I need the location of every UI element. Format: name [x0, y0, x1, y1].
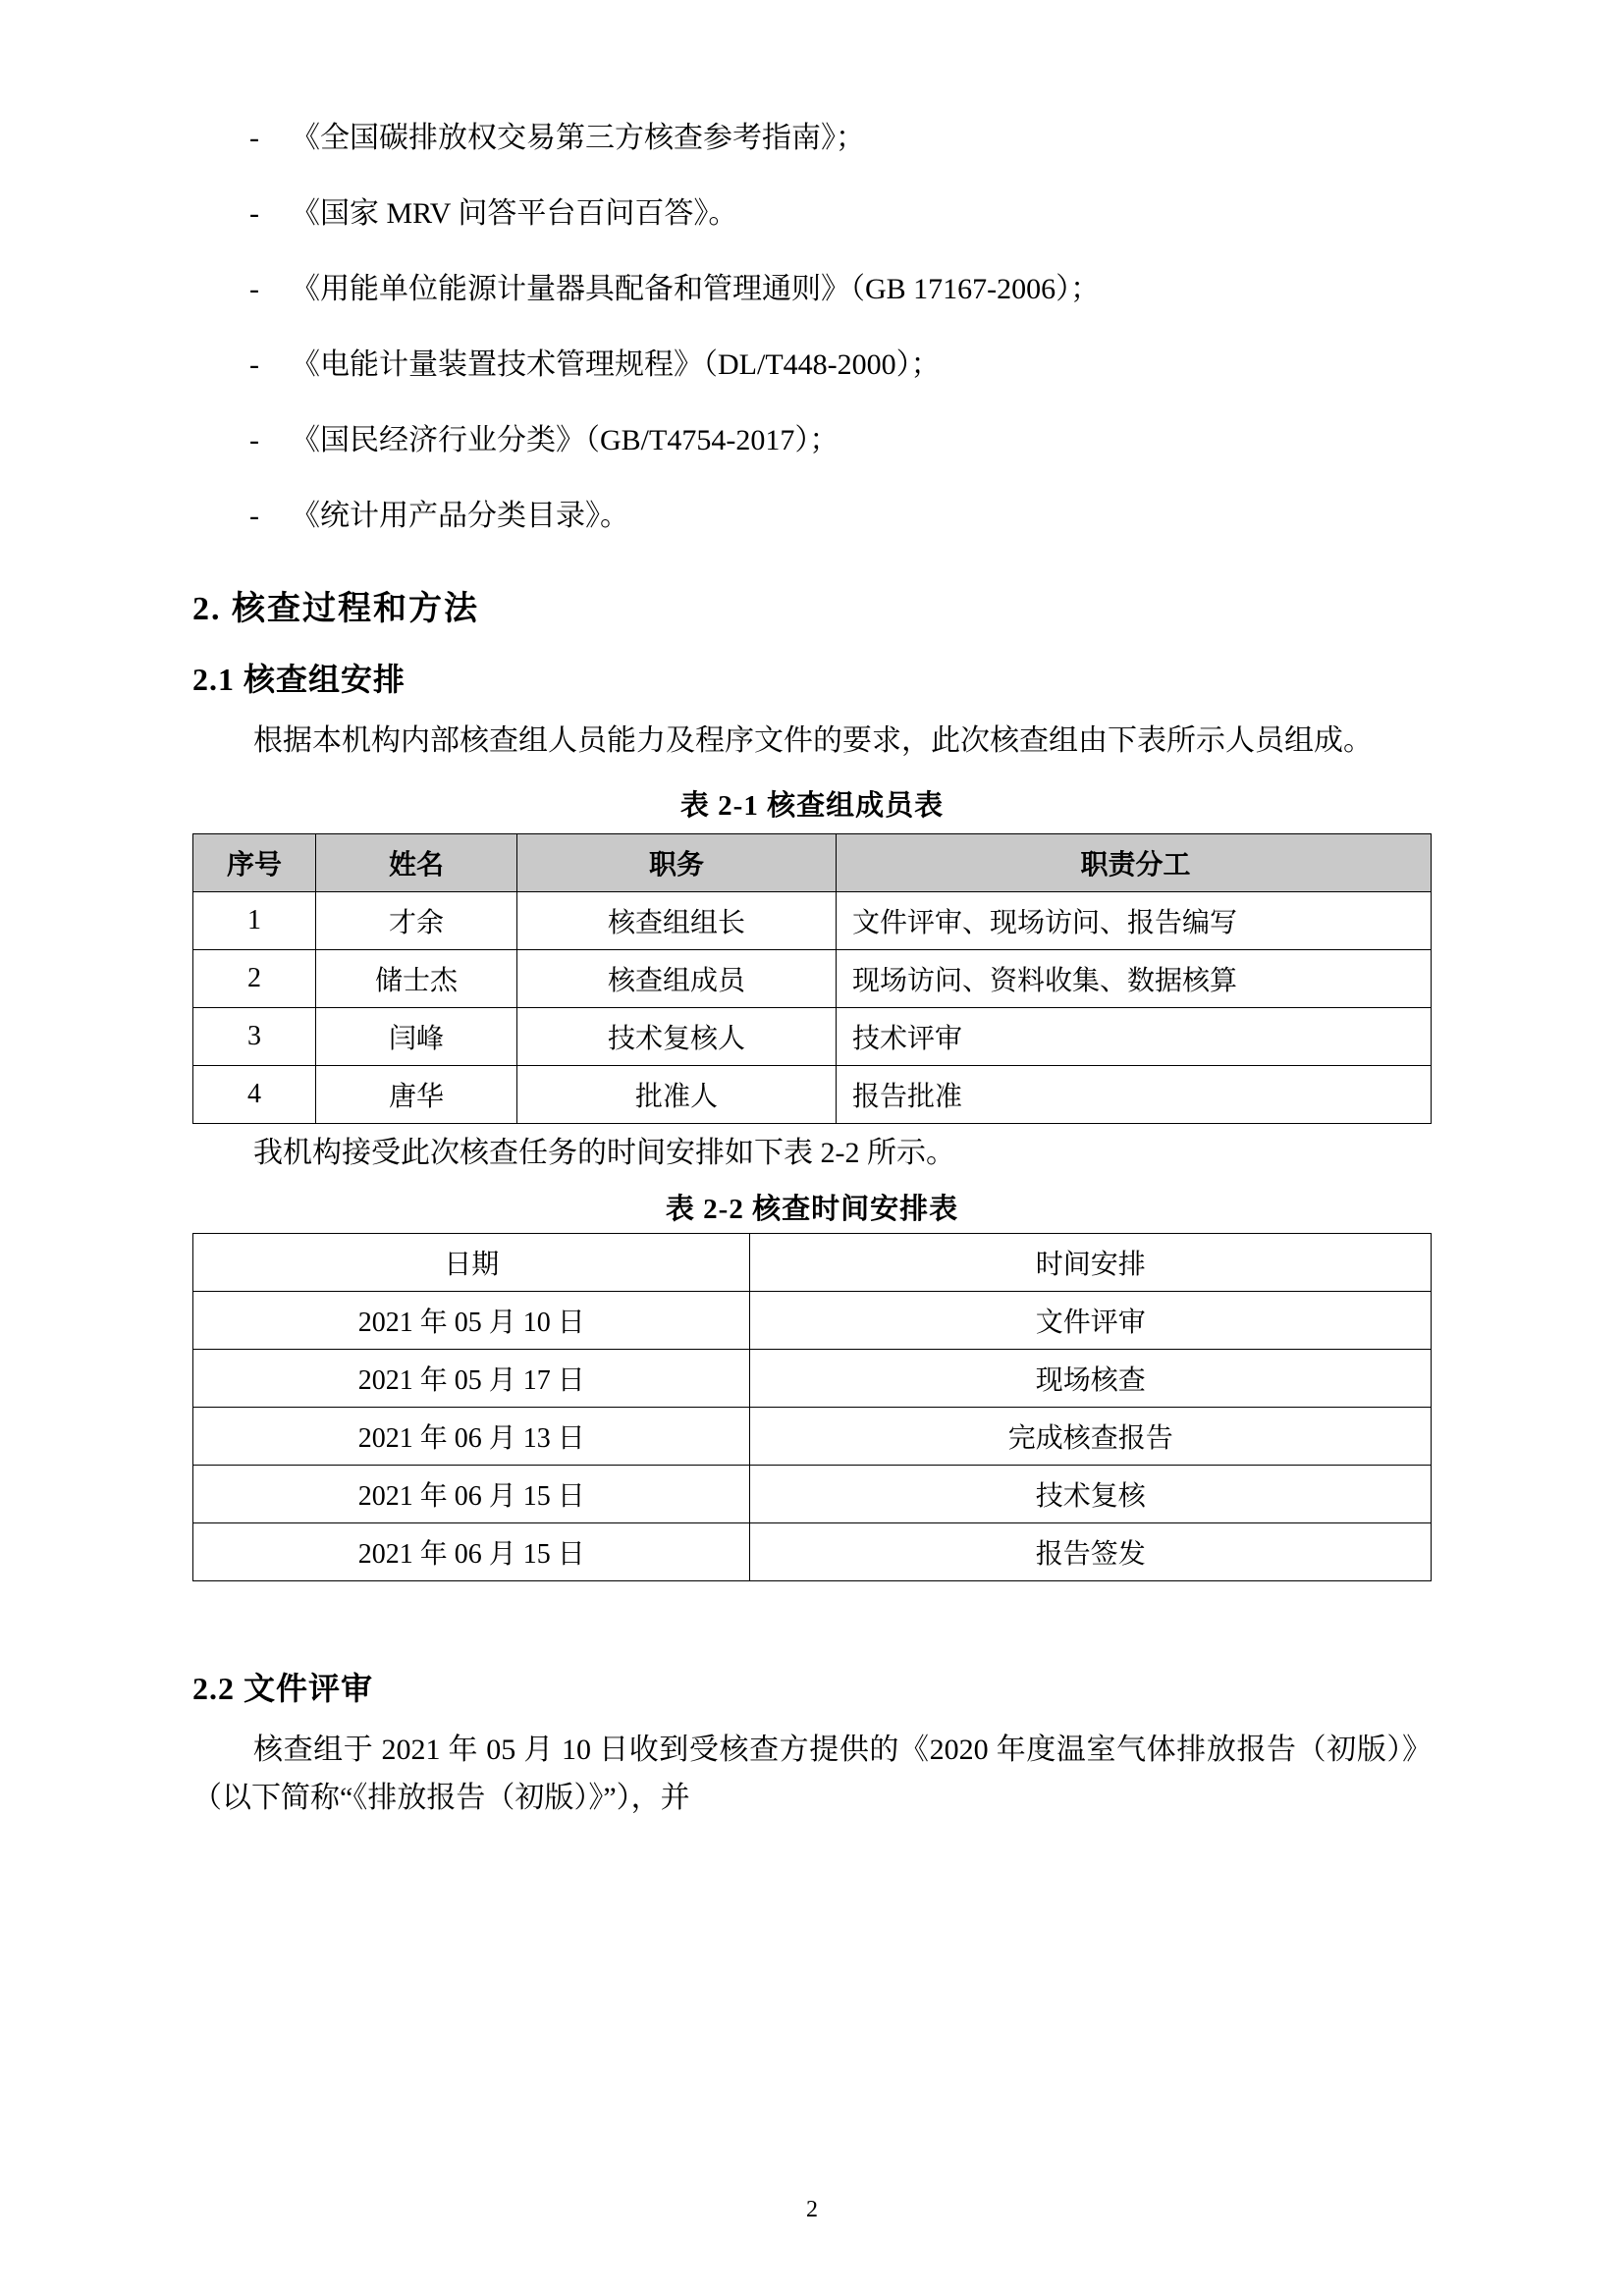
list-item-text: 《国家 MRV 问答平台百问百答》。 [291, 197, 738, 230]
list-item [192, 116, 1432, 160]
table-caption: 表 2-1 核查组成员表 [679, 789, 945, 822]
table-row [193, 1350, 1432, 1408]
reference-list [192, 116, 1432, 538]
table-cell: 批准人 [517, 1065, 837, 1123]
review-team-table [192, 833, 1432, 1124]
vertical-spacer [192, 1581, 1432, 1638]
table-row [193, 1007, 1432, 1065]
table-cell: 2 [193, 949, 316, 1007]
list-item-text: 《全国碳排放权交易第三方核查参考指南》； [291, 122, 865, 154]
table-caption: 表 2-2 核查时间安排表 [665, 1194, 959, 1226]
table-row [193, 1065, 1432, 1123]
table-header-row [193, 1234, 1432, 1292]
list-item [192, 343, 1432, 387]
list-item-text: 《电能计量装置技术管理规程》（DL/T448-2000）； [291, 348, 941, 381]
table-cell: 核查组组长 [517, 891, 837, 949]
table-cell: 唐华 [316, 1065, 517, 1123]
list-item [192, 494, 1432, 538]
table-header-row [193, 833, 1432, 891]
table-cell: 闫峰 [316, 1007, 517, 1065]
list-item-text: 《统计用产品分类目录》。 [291, 500, 629, 532]
column-header: 姓名 [316, 833, 517, 891]
page-number: 2 [806, 2197, 818, 2222]
table-row [193, 949, 1432, 1007]
table-cell: 报告签发 [750, 1523, 1432, 1581]
table-cell: 3 [193, 1007, 316, 1065]
dash-marker: - [249, 273, 259, 305]
table-cell: 技术复核人 [517, 1007, 837, 1065]
column-header: 序号 [193, 833, 316, 891]
table-cell: 技术复核 [750, 1466, 1432, 1523]
list-item-text: 《用能单位能源计量器具配备和管理通则》（GB 17167-2006）； [291, 273, 1101, 305]
table-cell: 核查组成员 [517, 949, 837, 1007]
body-paragraph: 我机构接受此次核查任务的时间安排如下表 2-2 所示。 [253, 1136, 955, 1169]
subsection-heading: 2.2 文件评审 [192, 1671, 374, 1707]
table-cell: 4 [193, 1065, 316, 1123]
table-row [193, 891, 1432, 949]
table-cell: 2021 年 06 月 15 日 [193, 1523, 750, 1581]
section-heading: 2. 核查过程和方法 [192, 591, 479, 627]
column-header: 日期 [193, 1234, 750, 1292]
dash-marker: - [249, 122, 259, 154]
dash-marker: - [249, 197, 259, 230]
body-paragraph: 根据本机构内部核查组人员能力及程序文件的要求，此次核查组由下表所示人员组成。 [253, 724, 1373, 757]
dash-marker: - [249, 348, 259, 381]
list-item-text: 《国民经济行业分类》（GB/T4754-2017）； [291, 424, 839, 456]
dash-marker: - [249, 500, 259, 532]
table-row [193, 1523, 1432, 1581]
body-paragraph: 核查组于 2021 年 05 月 10 日收到受核查方提供的《2020 年度温室气体排放报告（初版）》（以下简称“《排放报告（初版）》”），并 [192, 1734, 1432, 1814]
table-cell: 2021 年 05 月 10 日 [193, 1292, 750, 1350]
schedule-table [192, 1233, 1432, 1581]
dash-marker: - [249, 424, 259, 456]
list-item [192, 191, 1432, 236]
column-header: 职务 [517, 833, 837, 891]
subsection-heading: 2.1 核查组安排 [192, 662, 406, 697]
table-cell: 才余 [316, 891, 517, 949]
table-cell: 2021 年 05 月 17 日 [193, 1350, 750, 1408]
table-cell: 现场访问、资料收集、数据核算 [837, 949, 1432, 1007]
table-row [193, 1408, 1432, 1466]
table-cell: 报告批准 [837, 1065, 1432, 1123]
list-item [192, 267, 1432, 311]
table-cell: 现场核查 [750, 1350, 1432, 1408]
table-cell: 完成核查报告 [750, 1408, 1432, 1466]
table-row [193, 1292, 1432, 1350]
table-row [193, 1466, 1432, 1523]
table-cell: 1 [193, 891, 316, 949]
table-cell: 文件评审、现场访问、报告编写 [837, 891, 1432, 949]
table-cell: 技术评审 [837, 1007, 1432, 1065]
table-cell: 2021 年 06 月 13 日 [193, 1408, 750, 1466]
table-cell: 2021 年 06 月 15 日 [193, 1466, 750, 1523]
column-header: 时间安排 [750, 1234, 1432, 1292]
column-header: 职责分工 [837, 833, 1432, 891]
table-cell: 储士杰 [316, 949, 517, 1007]
list-item [192, 418, 1432, 462]
table-cell: 文件评审 [750, 1292, 1432, 1350]
